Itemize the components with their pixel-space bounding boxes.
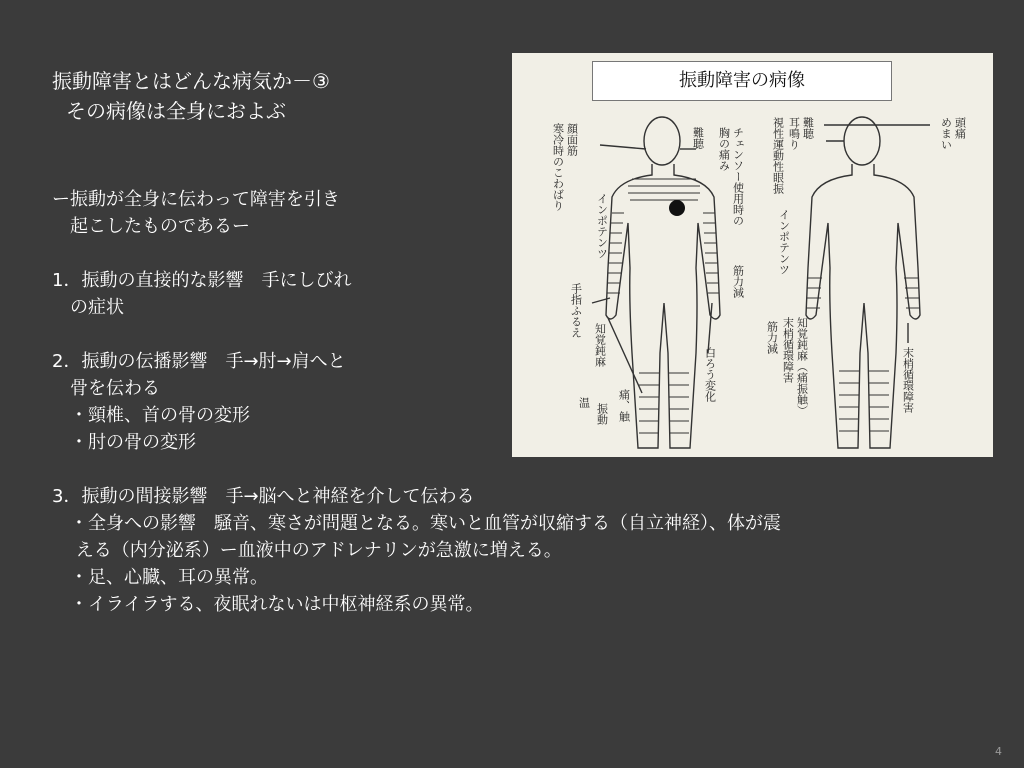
label-cold-stiffness: 寒冷時のこわばり	[551, 123, 565, 211]
heart-mark	[669, 200, 685, 216]
body-line: 1．振動の直接的な影響 手にしびれ	[52, 270, 352, 291]
body-line: ・肘の骨の変形	[52, 432, 196, 453]
label-hearing-loss-front: 難聴	[691, 127, 705, 149]
body-line: の症状	[52, 297, 124, 318]
body-line: ・イライラする、夜眠れないは中枢神経系の異常。	[52, 594, 484, 615]
label-hearing-loss-back: 難聴	[801, 117, 815, 139]
label-finger-tremor: 手指ふるえ	[569, 283, 583, 338]
body-line: ー振動が全身に伝わって障害を引き	[52, 189, 340, 210]
slide-title	[52, 66, 330, 126]
label-nystagmus: 視性運動性眼振	[771, 117, 785, 194]
label-white-finger: 白ろう変化	[703, 347, 717, 402]
body-line: 起こしたものであるー	[52, 216, 250, 237]
label-impotence-front: インポテンツ	[595, 193, 609, 259]
label-numbness-back: 知覚鈍麻（痛振触）	[795, 317, 809, 416]
back-labels	[766, 116, 967, 416]
symptom-figure	[512, 53, 993, 457]
figure-caption: 振動障害の病像	[592, 61, 892, 101]
label-muscle-weakness-back: 筋力減	[765, 321, 779, 354]
body-line: ・足、心臓、耳の異常。	[52, 567, 268, 588]
label-numbness-front: 知覚鈍麻	[593, 323, 607, 367]
label-pain-touch: 痛、触	[617, 389, 631, 422]
label-facial-muscle: 顔面筋	[565, 123, 579, 156]
label-tinnitus: 耳鳴り	[787, 117, 801, 150]
label-dizziness: めまい	[939, 117, 953, 150]
body-line: ・全身への影響 騒音、寒さが問題となる。寒いと血管が収縮する（自立神経）、体が震	[52, 513, 781, 534]
body-line: 骨を伝わる	[52, 378, 160, 399]
label-circulation-left: 末梢循環障害	[781, 317, 795, 383]
label-impotence-back: インポテンツ	[777, 209, 791, 275]
body-line: ・頸椎、首の骨の変形	[52, 405, 250, 426]
body-diagram	[512, 53, 993, 457]
title-line-2: その病像は全身におよぶ	[66, 99, 286, 123]
front-labels	[552, 122, 745, 426]
label-circulation-right: 末梢循環障害	[901, 347, 915, 413]
title-line-1: 振動障害とはどんな病気か－③	[52, 69, 330, 93]
front-body-figure	[592, 117, 720, 448]
body-line: える（内分泌系）ー血液中のアドレナリンが急激に増える。	[52, 540, 562, 561]
label-chainsaw-use: チェンソー使用時の	[731, 127, 745, 226]
page-number: 4	[995, 745, 1002, 758]
label-chest-pain: 胸の痛み	[717, 127, 731, 171]
body-line: 2．振動の伝播影響 手→肘→肩へと	[52, 351, 346, 372]
label-vibration: 振動	[595, 403, 609, 425]
body-line: 3．振動の間接影響 手→脳へと神経を介して伝わる	[52, 486, 475, 507]
line-gap	[52, 456, 992, 483]
label-muscle-weakness-front: 筋力減	[731, 265, 745, 298]
label-temperature: 温	[577, 397, 591, 408]
label-headache: 頭痛	[953, 117, 967, 139]
